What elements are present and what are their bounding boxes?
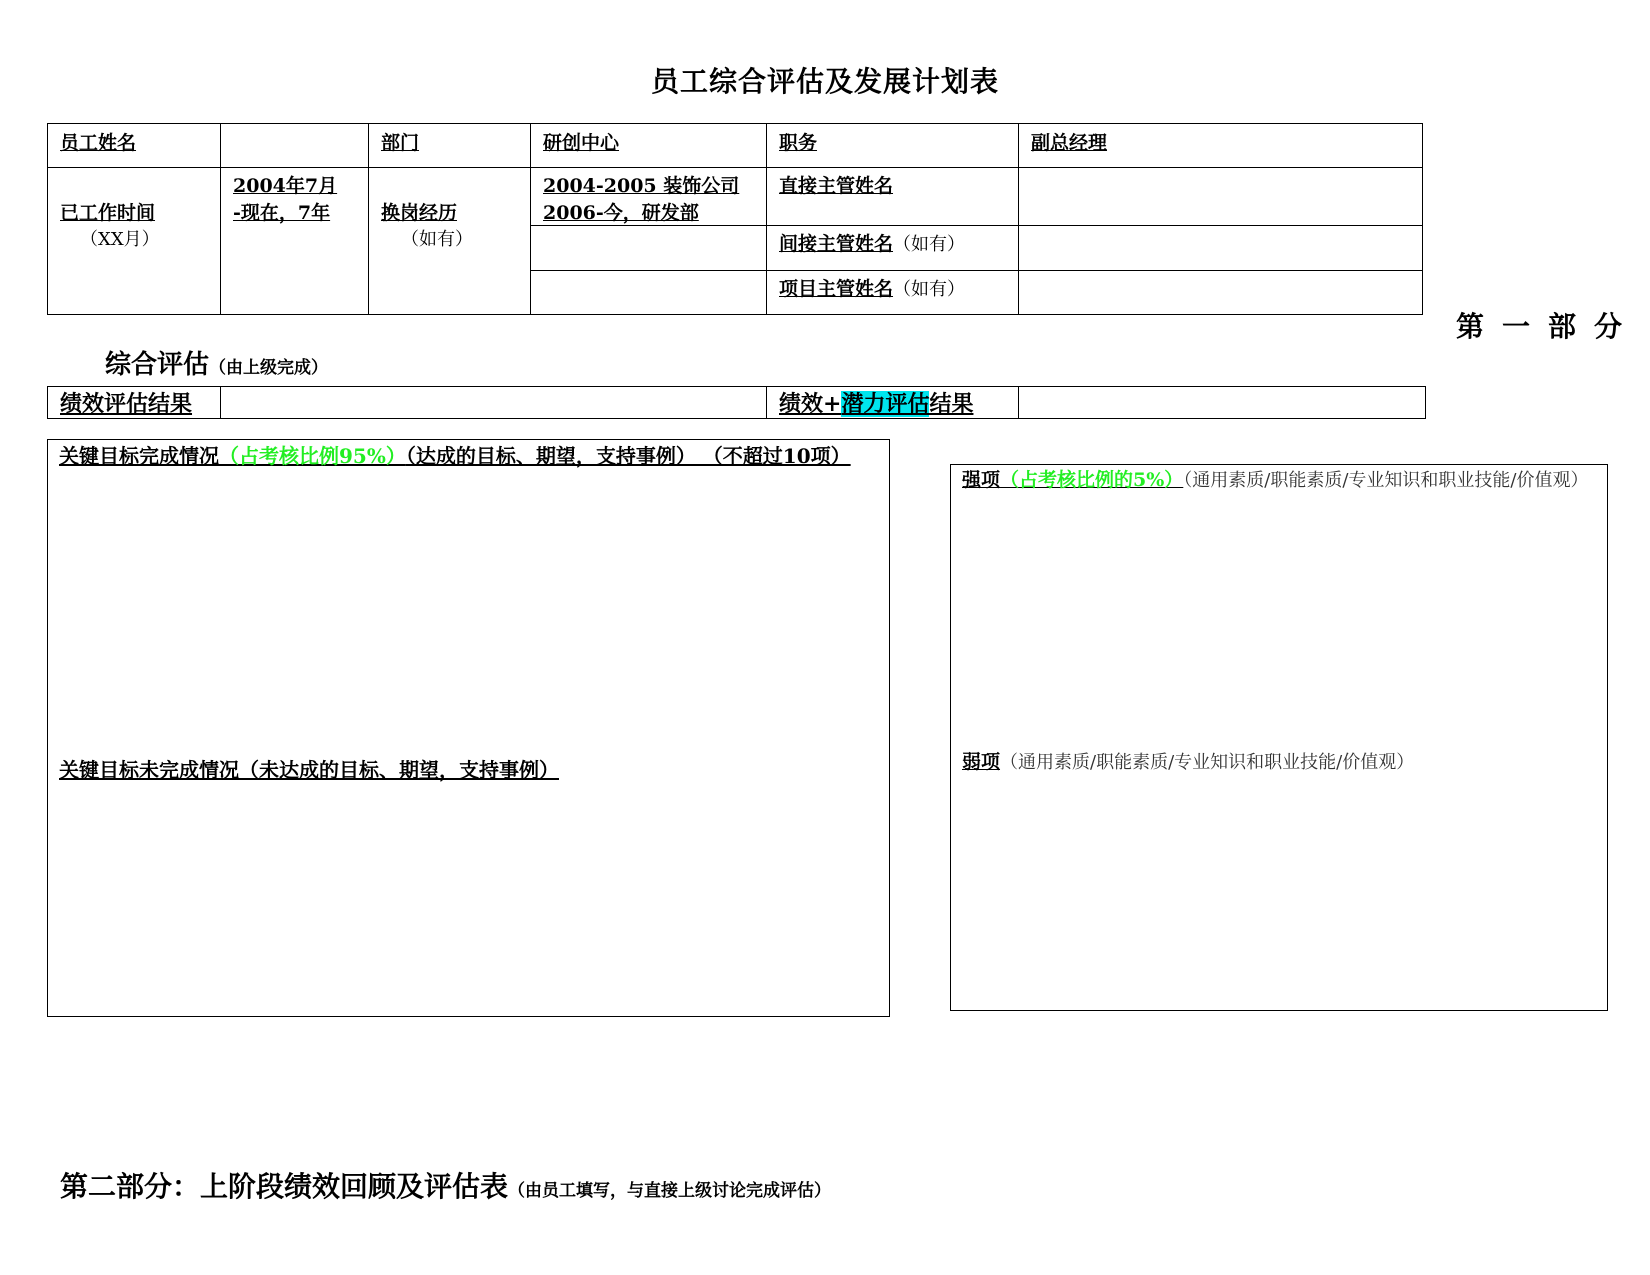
performance-result-table <box>47 386 1426 419</box>
rotation-value-cell[interactable] <box>531 168 767 226</box>
employee-info-table <box>47 123 1423 315</box>
part-two-heading <box>60 1165 831 1205</box>
rotation-note: （如有） <box>401 229 473 250</box>
strength-weight: （占考核比例的5%） <box>1000 469 1184 491</box>
weakness-desc: （通用素质/职能素质/专业知识和职业技能/价值观） <box>1000 752 1415 773</box>
strength-desc: （通用素质/职能素质/专业知识和职业技能/价值观） <box>1183 470 1589 491</box>
project-supervisor-cell <box>767 271 1019 315</box>
project-supervisor-note: （如有） <box>893 279 966 300</box>
work-time-value-cell[interactable] <box>221 168 369 315</box>
work-time-unit: （XX月） <box>80 229 160 250</box>
rotation-label-cell <box>369 168 531 315</box>
key-objectives-box[interactable] <box>47 439 890 1017</box>
part-one-label: 第一部分 <box>1455 310 1640 343</box>
work-time-line1: 2004年7月 <box>233 175 338 197</box>
combined-result-field[interactable] <box>1019 387 1426 419</box>
position-label: 职务 <box>767 124 1019 168</box>
rotation-line2: 2006-今，研发部 <box>543 202 699 224</box>
work-time-label: 已工作时间 <box>60 202 156 224</box>
achieved-label: 关键目标完成情况 <box>59 444 219 468</box>
work-time-label-cell <box>48 168 221 315</box>
rotation-line1: 2004-2005 装饰公司 <box>543 175 740 197</box>
achieved-objectives-heading <box>59 442 879 470</box>
indirect-supervisor-note: （如有） <box>893 234 966 255</box>
direct-supervisor-cell <box>767 168 1019 226</box>
weaknesses-heading <box>962 748 1414 777</box>
section-note: （由上级完成） <box>209 358 329 378</box>
section-title: 综合评估 <box>105 350 210 380</box>
performance-result-field[interactable] <box>221 387 767 419</box>
achieved-weight: （占考核比例95%） <box>219 444 406 468</box>
strengths-weaknesses-box[interactable] <box>950 464 1608 1011</box>
part-two-title: 第二部分：上阶段绩效回顾及评估表 <box>60 1170 509 1203</box>
rotation-extra-field-1[interactable] <box>531 226 767 271</box>
indirect-supervisor-cell <box>767 226 1019 271</box>
combined-result-label <box>767 387 1019 419</box>
achieved-desc: （达成的目标、期望，支持事例） （不超过10项） <box>405 444 851 468</box>
unachieved-objectives-heading: 关键目标未完成情况（未达成的目标、期望，支持事例） <box>59 758 559 782</box>
strengths-heading <box>962 467 1602 494</box>
department-label: 部门 <box>369 124 531 168</box>
combined-result-suffix: 结果 <box>929 391 974 417</box>
project-supervisor-field[interactable] <box>1019 271 1423 315</box>
part-two-note: （由员工填写，与直接上级讨论完成评估） <box>508 1181 832 1201</box>
project-supervisor-label: 项目主管姓名 <box>779 278 894 300</box>
rotation-extra-field-2[interactable] <box>531 271 767 315</box>
indirect-supervisor-field[interactable] <box>1019 226 1423 271</box>
strength-label: 强项 <box>962 469 1001 491</box>
section-heading-overall-assessment <box>105 344 328 381</box>
indirect-supervisor-label: 间接主管姓名 <box>779 233 894 255</box>
work-time-line2: -现在，7年 <box>233 202 331 224</box>
employee-name-label: 员工姓名 <box>48 124 221 168</box>
combined-result-highlight: 潜力评估 <box>841 391 930 417</box>
weakness-label: 弱项 <box>962 751 1001 773</box>
rotation-label: 换岗经历 <box>381 202 458 224</box>
department-value[interactable]: 研创中心 <box>531 124 767 168</box>
combined-result-prefix: 绩效+ <box>779 391 842 417</box>
position-value[interactable]: 副总经理 <box>1019 124 1423 168</box>
direct-supervisor-field[interactable] <box>1019 168 1423 226</box>
direct-supervisor-label: 直接主管姓名 <box>779 175 894 197</box>
performance-result-label: 绩效评估结果 <box>48 387 221 419</box>
employee-name-field[interactable] <box>221 124 369 168</box>
form-title: 员工综合评估及发展计划表 <box>650 65 999 98</box>
